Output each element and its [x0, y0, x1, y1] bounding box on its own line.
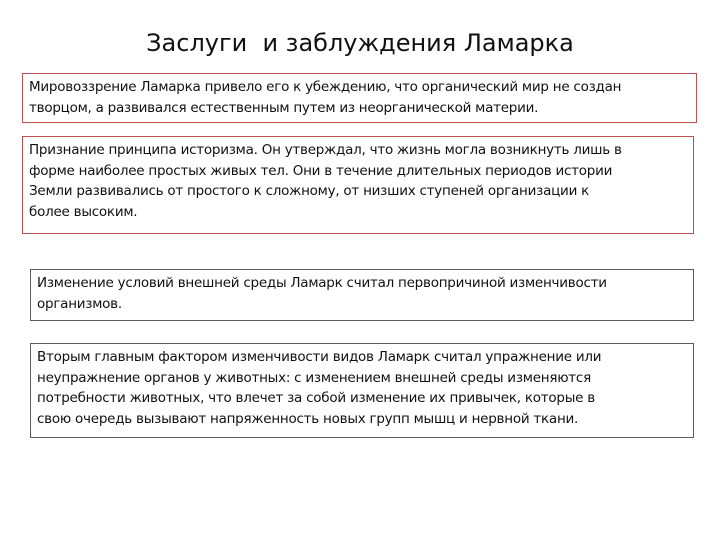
error-environment-box [30, 269, 694, 321]
box-text-line: организмов. [37, 295, 122, 312]
box-text-line: более высоким. [29, 203, 138, 220]
box-text-line: творцом, а развивался естественным путем из неорганической материи. [29, 99, 539, 116]
slide-title: Заслуги и заблуждения Ламарка [146, 29, 574, 57]
box-text-line: Вторым главным фактором изменчивости видов Ламарк считал упражнение или [37, 349, 602, 365]
merit-historicism-box [22, 136, 694, 234]
box-text-line: неупражнение органов у животных: с изменением внешней среды изменяются [37, 369, 591, 386]
box-text-line: свою очередь вызывают напряженность новых групп мышц и нервной ткани. [37, 410, 579, 427]
box-text-line: Изменение условий внешней среды Ламарк считал первопричиной изменчивости [37, 275, 607, 291]
box-text-line: Земли развивались от простого к сложному, от низших ступеней организации к [29, 183, 590, 199]
box-text-line: потребности животных, что влечет за собой изменение их привычек, которые в [37, 390, 595, 406]
error-organ-exercise-box [30, 343, 694, 438]
box-text-line: форме наиболее простых живых тел. Они в течение длительных периодов истории [29, 162, 613, 179]
box-text-line: Признание принципа историзма. Он утверждал, что жизнь могла возникнуть лишь в [29, 142, 622, 158]
merit-worldview-box [22, 73, 697, 123]
box-text-line: Мировоззрение Ламарка привело его к убеждению, что органический мир не создан [29, 79, 622, 95]
